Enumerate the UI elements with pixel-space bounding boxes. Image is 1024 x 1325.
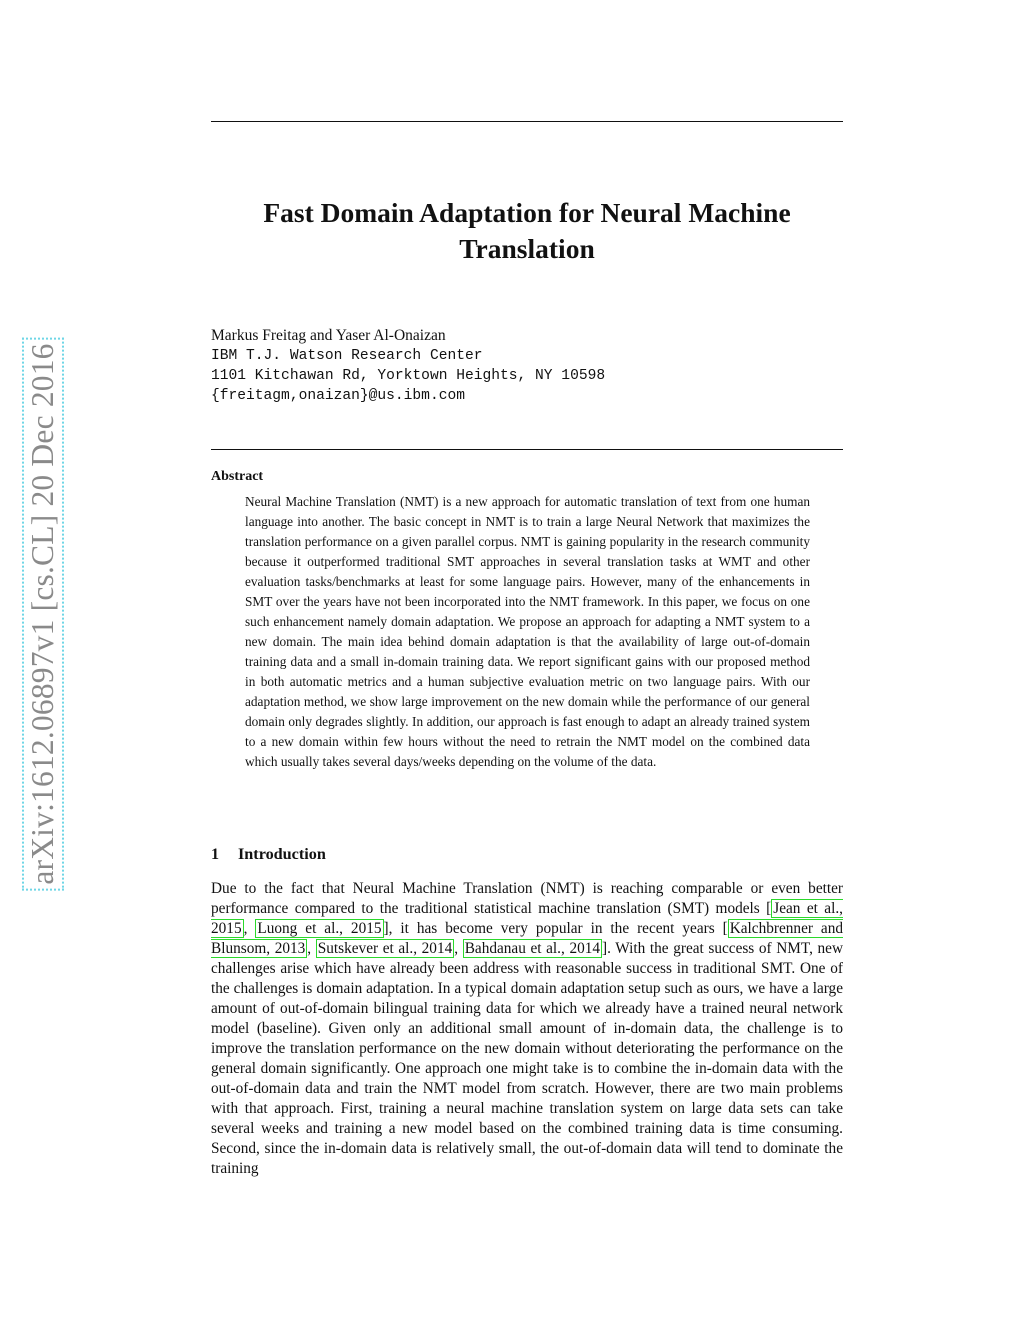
author-names: Markus Freitag and Yaser Al-Onaizan <box>211 327 446 344</box>
arxiv-stamp <box>18 318 68 910</box>
section-number: 1 <box>211 845 220 863</box>
citation-separator: , <box>307 940 316 957</box>
citation-link-bahdanau-2014[interactable]: Bahdanau et al., 2014 <box>464 940 601 957</box>
intro-text-part-2: ], it has become very popular in the recent years [ <box>383 920 728 937</box>
introduction-paragraph <box>211 879 843 1179</box>
abstract-heading: Abstract <box>211 469 264 484</box>
header-rule <box>211 449 843 450</box>
author-block <box>211 326 605 406</box>
abstract-text: Neural Machine Translation (NMT) is a new approach for automatic translation of text from one human language into another. The basic concept in NMT is to train a large Neural Network that maximizes the translation performance on a given parallel corpus. NMT is gaining popularity in the research community because it outperformed traditional SMT approaches in several translation tasks at WMT and other evaluation tasks/benchmarks at least for some language pairs. However, many of the enhancements in SMT over the years have not been incorporated into the NMT framework. In this paper, we focus on one such enhancement namely domain adaptation. We propose an approach for adapting a NMT system to a new domain. The main idea behind domain adaptation is that the availability of large out-of-domain training data and a small in-domain training data. We report significant gains with our proposed method in both automatic metrics and a human subjective evaluation metric on two language pairs. With our adaptation method, we show large improvement on the new domain while the performance of our general domain only degrades slightly. In addition, our approach is fast enough to adapt an already trained system to a new domain within few hours without the need to retrain the NMT model on the combined data which usually takes several days/weeks depending on the volume of the data. <box>245 494 810 769</box>
citation-separator: , <box>243 920 256 937</box>
citation-link-kalchbrenner-2013[interactable]: Kalchbrenner and Blunsom, 2013 <box>211 920 844 957</box>
paper-title: Fast Domain Adaptation for Neural Machine Translation <box>263 197 791 264</box>
arxiv-stamp-text: arXiv:1612.06897v1 [cs.CL] 20 Dec 2016 <box>22 337 64 890</box>
citation-link-jean-2015[interactable]: Jean et al., 2015 <box>211 900 843 937</box>
author-email: {freitagm,onaizan}@us.ibm.com <box>211 388 465 404</box>
section-heading-introduction <box>211 845 326 864</box>
section-title: Introduction <box>238 845 326 863</box>
author-affiliation: IBM T.J. Watson Research Center <box>211 348 483 364</box>
intro-text-part-1: Due to the fact that Neural Machine Translation (NMT) is reaching comparable or even better performance compared to the traditional statistical machine translation (SMT) models [ <box>211 880 843 917</box>
citation-separator: , <box>454 940 463 957</box>
top-rule <box>211 121 843 122</box>
citation-link-luong-2015[interactable]: Luong et al., 2015 <box>257 920 382 937</box>
author-address: 1101 Kitchawan Rd, Yorktown Heights, NY 10598 <box>211 368 606 384</box>
intro-text-part-3: ]. With the great success of NMT, new challenges arise which have already been address with reasonable success in traditional SMT. One of the challenges is domain adaptation. In a typical domain adaptation setup such as ours, we have a large amount of out-of-domain bilingual training data for which we already have a trained neural network model (baseline). Given only an additional small amount of in-domain data, the challenge is to improve the translation performance on the new domain without deteriorating the performance on the general domain significantly. One approach one might take is to combine the in-domain data with the out-of-domain data and train the NMT model from scratch. However, there are two main problems with that approach. First, training a neural machine translation system on large data sets can take several weeks and training a new model based on the combined training data is time consuming. Second, since the in-domain data is relatively small, the out-of-domain data will tend to dominate the training <box>211 940 844 1177</box>
citation-link-sutskever-2014[interactable]: Sutskever et al., 2014 <box>317 940 453 957</box>
